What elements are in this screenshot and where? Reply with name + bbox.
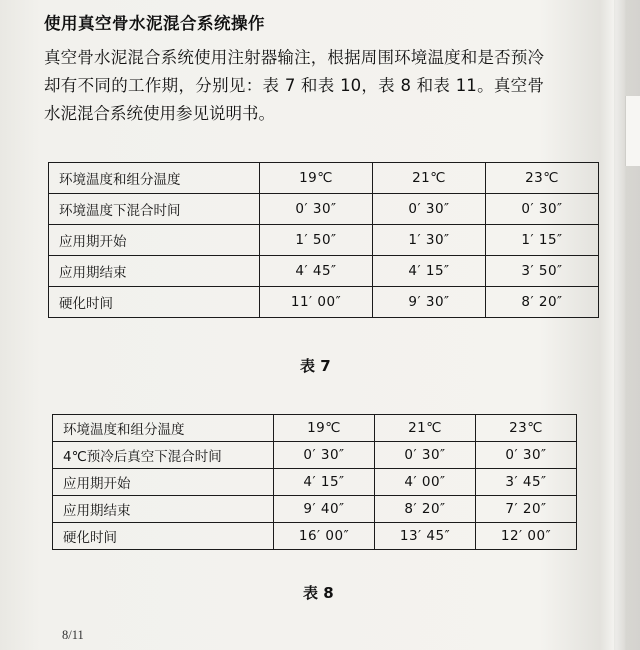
table-row [53,496,577,523]
table-row [53,523,577,550]
table-row [49,225,599,256]
table-row [49,194,599,225]
table-cell: 应用期开始 [53,469,274,496]
table-cell: 3′ 45″ [476,469,577,496]
table-cell: 1′ 50″ [260,225,373,256]
table-cell: 4′ 00″ [375,469,476,496]
table-cell: 0′ 30″ [373,194,486,225]
table-cell: 13′ 45″ [375,523,476,550]
table-row [49,163,599,194]
table-cell: 硬化时间 [53,523,274,550]
table-cell: 应用期结束 [49,256,260,287]
table-row [53,469,577,496]
table-cell: 0′ 30″ [486,194,599,225]
table-cell: 9′ 30″ [373,287,486,318]
table-cell: 0′ 30″ [274,442,375,469]
table-header-cell: 23℃ [486,163,599,194]
table-8 [52,414,577,550]
table-cell: 4℃预冷后真空下混合时间 [53,442,274,469]
table-cell: 4′ 15″ [373,256,486,287]
table-header-cell: 23℃ [476,415,577,442]
table-row [49,256,599,287]
table-7 [48,162,599,318]
table-cell: 1′ 30″ [373,225,486,256]
table-8-caption: 表 8 [303,584,334,602]
table-cell: 12′ 00″ [476,523,577,550]
table-cell: 3′ 50″ [486,256,599,287]
table-cell: 1′ 15″ [486,225,599,256]
table-7-caption: 表 7 [300,357,331,375]
intro-paragraph: 真空骨水泥混合系统使用注射器输注，根据周围环境温度和是否预冷却有不同的工作期，分别见：表 7 和表 10，表 8 和表 11。真空骨水泥混合系统使用参见说明书。 [44,48,544,123]
table-header-cell: 21℃ [373,163,486,194]
table-cell: 应用期开始 [49,225,260,256]
table-cell: 16′ 00″ [274,523,375,550]
table-row [49,287,599,318]
table-row [53,442,577,469]
table-cell: 9′ 40″ [274,496,375,523]
table-cell: 11′ 00″ [260,287,373,318]
table-cell: 8′ 20″ [486,287,599,318]
table-cell: 0′ 30″ [260,194,373,225]
table-cell: 应用期结束 [53,496,274,523]
page-title: 使用真空骨水泥混合系统操作 [44,14,265,33]
table-row [53,415,577,442]
table-header-cell: 19℃ [274,415,375,442]
table-header-cell: 21℃ [375,415,476,442]
table-header-cell: 环境温度和组分温度 [53,415,274,442]
table-header-cell: 环境温度和组分温度 [49,163,260,194]
page-number: 8/11 [62,628,84,642]
table-cell: 0′ 30″ [476,442,577,469]
table-cell: 7′ 20″ [476,496,577,523]
table-header-cell: 19℃ [260,163,373,194]
table-cell: 硬化时间 [49,287,260,318]
table-cell: 4′ 15″ [274,469,375,496]
table-cell: 8′ 20″ [375,496,476,523]
table-cell: 环境温度下混合时间 [49,194,260,225]
table-cell: 4′ 45″ [260,256,373,287]
table-cell: 0′ 30″ [375,442,476,469]
